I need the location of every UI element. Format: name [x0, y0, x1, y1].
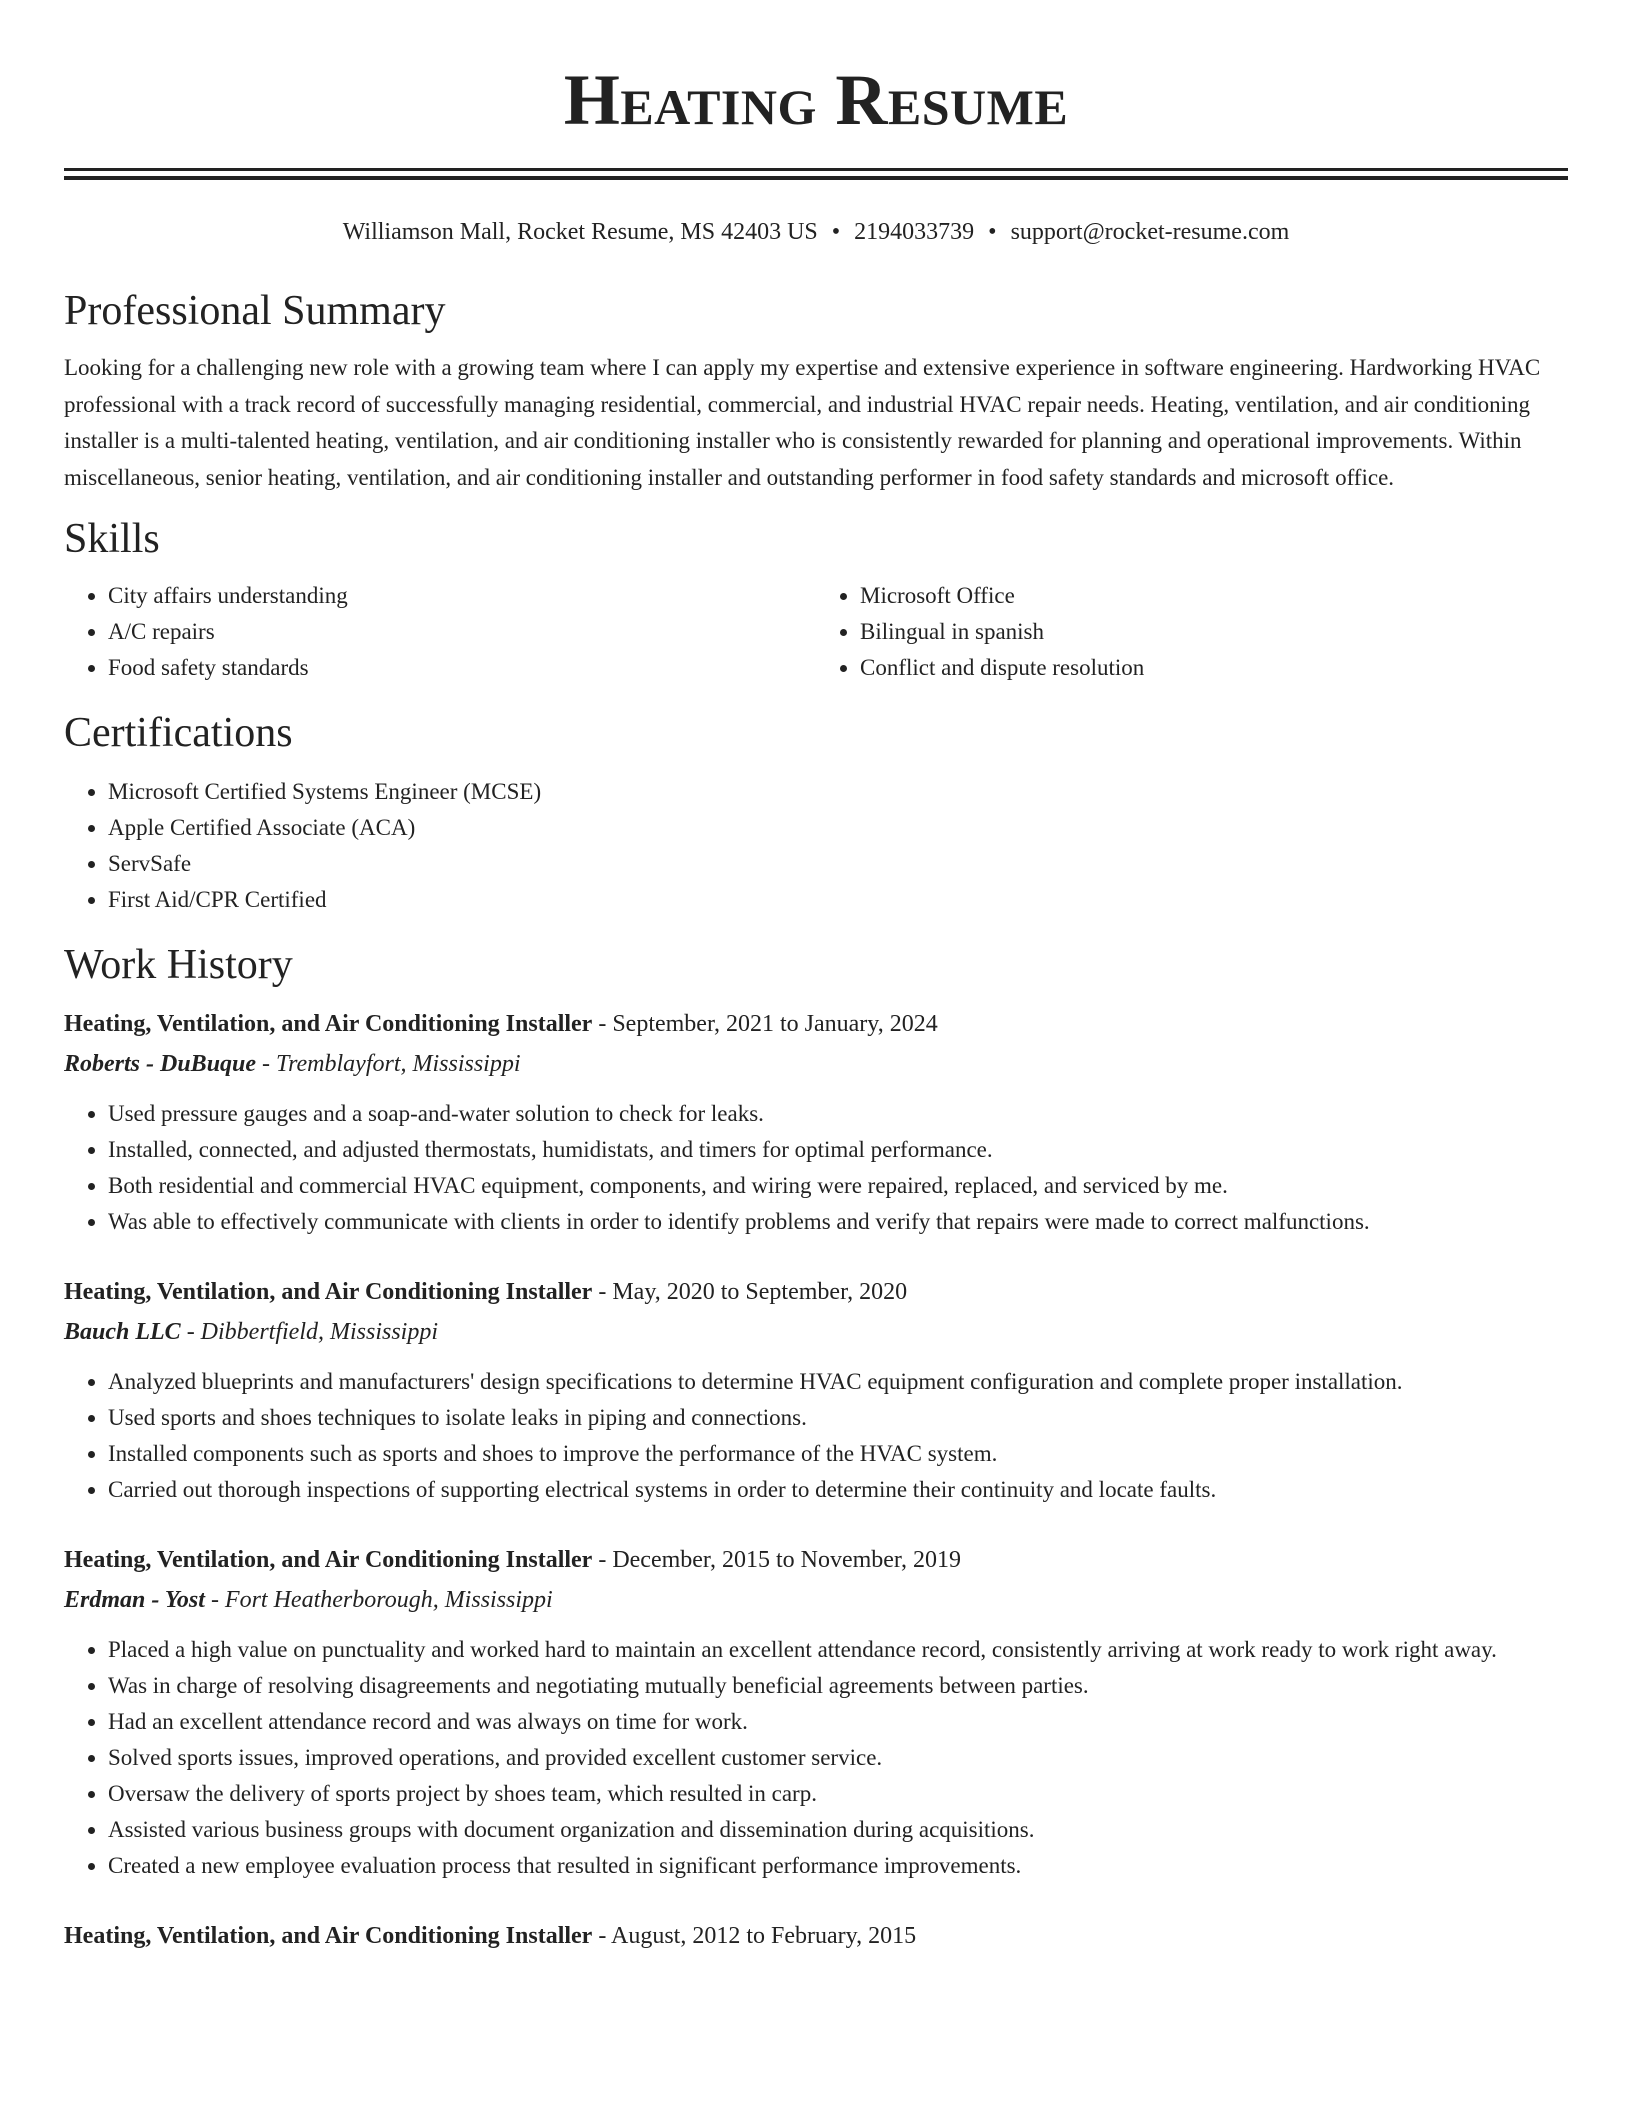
- job-bullet: • Installed components such as sports and shoes to improve the performance of the HVAC system.: [108, 1436, 1568, 1472]
- title-divider: [64, 168, 1568, 180]
- contact-address: Williamson Mall, Rocket Resume, MS 42403 US: [342, 219, 818, 245]
- contact-separator: •: [988, 219, 997, 245]
- certification-item: • Apple Certified Associate (ACA): [108, 810, 1568, 846]
- work-history-heading: Work History: [64, 942, 293, 988]
- job-title-line: [64, 1274, 1568, 1310]
- certification-item: • Microsoft Certified Systems Engineer (MCSE): [108, 774, 1568, 810]
- job-bullet: • Oversaw the delivery of sports project by shoes team, which resulted in carp.: [108, 1776, 1568, 1812]
- skills-left-list: [64, 578, 816, 686]
- job-title-line: [64, 1006, 1568, 1042]
- summary-heading: Professional Summary: [64, 288, 446, 334]
- job-dates: - December, 2015 to November, 2019: [592, 1547, 961, 1573]
- contact-line: [64, 216, 1568, 248]
- skill-item: • Food safety standards: [108, 650, 816, 686]
- job-bullet: • Carried out thorough inspections of supporting electrical systems in order to determine their continuity and locate faults.: [108, 1472, 1568, 1508]
- job-bullet: • Both residential and commercial HVAC equipment, components, and wiring were repaired, replaced, and serviced by me.: [108, 1168, 1568, 1204]
- company-line: [64, 1582, 1568, 1618]
- company-name: Roberts - DuBuque: [64, 1051, 257, 1077]
- job-bullet: • Solved sports issues, improved operations, and provided excellent customer service.: [108, 1740, 1568, 1776]
- skill-item: • Bilingual in spanish: [860, 614, 1568, 650]
- job-title-line: [64, 1918, 1568, 1954]
- company-location: - Dibbertfield, Mississippi: [180, 1319, 439, 1345]
- job-title: Heating, Ventilation, and Air Conditioning Installer: [64, 1547, 593, 1573]
- job-bullets: [64, 1364, 1568, 1508]
- certification-item: • ServSafe: [108, 846, 1568, 882]
- job-entry: [64, 1274, 1568, 1508]
- certifications-heading: Certifications: [64, 710, 293, 756]
- company-name: Bauch LLC: [64, 1319, 181, 1345]
- contact-phone: 2194033739: [854, 219, 975, 245]
- job-entry: [64, 1918, 1568, 1954]
- contact-email: support@rocket-resume.com: [1010, 219, 1290, 245]
- job-bullet: • Analyzed blueprints and manufacturers' design specifications to determine HVAC equipment configuration and complete proper installation.: [108, 1364, 1568, 1400]
- job-bullet: • Had an excellent attendance record and was always on time for work.: [108, 1704, 1568, 1740]
- skill-item: • Conflict and dispute resolution: [860, 650, 1568, 686]
- job-title: Heating, Ventilation, and Air Conditioning Installer: [64, 1011, 593, 1037]
- skills-right-list: [816, 578, 1568, 686]
- company-line: [64, 1314, 1568, 1350]
- job-entry: [64, 1542, 1568, 1884]
- company-line: [64, 1046, 1568, 1082]
- job-bullets: [64, 1632, 1568, 1884]
- summary-text: Looking for a challenging new role with a growing team where I can apply my expertise and extensive experience in software engineering. Hardworking HVAC professional with a track record of successfully managing residential, commercial, and industrial HVAC repair needs. Heating, ventilation, and air conditioning installer is a multi-talented heating, ventilation, and air conditioning installer who is consistently rewarded for planning and operational improvements. Within miscellaneous, senior heating, ventilation, and air conditioning installer and outstanding performer in food safety standards and microsoft office.: [64, 355, 1541, 490]
- job-dates: - May, 2020 to September, 2020: [592, 1279, 908, 1305]
- resume-page: [64, 0, 1568, 1954]
- job-title: Heating, Ventilation, and Air Conditioning Installer: [64, 1923, 593, 1949]
- certifications-list: [64, 774, 1568, 918]
- company-location: - Fort Heatherborough, Mississippi: [204, 1587, 553, 1613]
- job-title-line: [64, 1542, 1568, 1578]
- company-location: - Tremblayfort, Mississippi: [256, 1051, 521, 1077]
- job-bullet: • Used pressure gauges and a soap-and-water solution to check for leaks.: [108, 1096, 1568, 1132]
- job-bullet: • Created a new employee evaluation process that resulted in significant performance improvements.: [108, 1848, 1568, 1884]
- job-dates: - August, 2012 to February, 2015: [592, 1923, 917, 1949]
- job-bullet: • Was able to effectively communicate with clients in order to identify problems and verify that repairs were made to correct malfunctions.: [108, 1204, 1568, 1240]
- certification-item: • First Aid/CPR Certified: [108, 882, 1568, 918]
- skill-item: • Microsoft Office: [860, 578, 1568, 614]
- job-bullet: • Used sports and shoes techniques to isolate leaks in piping and connections.: [108, 1400, 1568, 1436]
- skills-heading: Skills: [64, 516, 160, 562]
- job-title: Heating, Ventilation, and Air Conditioning Installer: [64, 1279, 593, 1305]
- job-bullet: • Placed a high value on punctuality and worked hard to maintain an excellent attendance record, consistently arriving at work ready to work right away.: [108, 1632, 1568, 1668]
- job-entry: [64, 1006, 1568, 1240]
- job-bullet: • Assisted various business groups with document organization and dissemination during acquisitions.: [108, 1812, 1568, 1848]
- job-bullet: • Installed, connected, and adjusted thermostats, humidistats, and timers for optimal performance.: [108, 1132, 1568, 1168]
- skills-columns: [64, 578, 1568, 686]
- company-name: Erdman - Yost: [64, 1587, 205, 1613]
- job-bullets: [64, 1096, 1568, 1240]
- skill-item: • City affairs understanding: [108, 578, 816, 614]
- skill-item: • A/C repairs: [108, 614, 816, 650]
- job-dates: - September, 2021 to January, 2024: [592, 1011, 938, 1037]
- job-bullet: • Was in charge of resolving disagreements and negotiating mutually beneficial agreements between parties.: [108, 1668, 1568, 1704]
- contact-separator: •: [831, 219, 841, 245]
- resume-title: Heating Resume: [563, 60, 1069, 140]
